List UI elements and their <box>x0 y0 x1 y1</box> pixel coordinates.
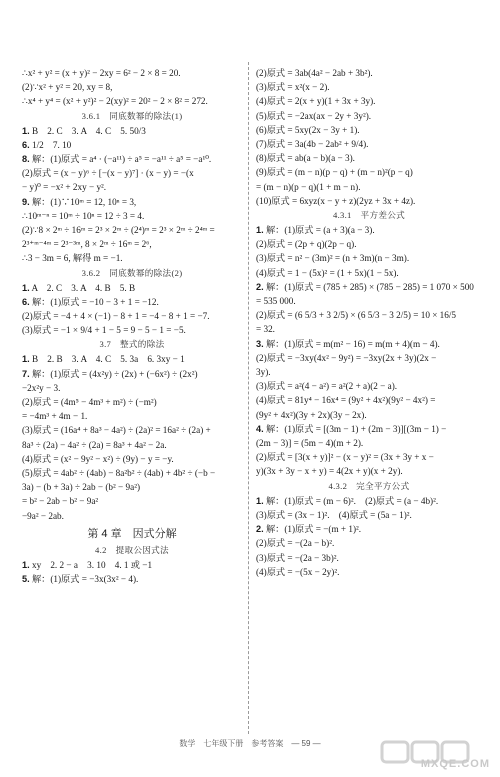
question-number: 2. <box>256 524 264 535</box>
answer-text: B 2. B 3. A 4. C 5. 3a 6. 3xy − 1 <box>31 354 185 365</box>
answer-line <box>256 223 482 237</box>
answer-line <box>256 237 482 251</box>
answer-text: (9y² + 4x²)(3y + 2x)(3y − 2x). <box>256 409 367 420</box>
answer-text: 3.7 整式的除法 <box>99 339 165 350</box>
answer-line <box>22 295 242 309</box>
watermark-text: MXQE.COM <box>420 758 490 770</box>
answer-text: (6)原式 = 5xy(2x − 3y + 1). <box>256 124 360 135</box>
answer-line <box>22 166 242 180</box>
answer-line <box>22 367 242 381</box>
answer-line <box>22 423 242 437</box>
answer-text: 2³⁺ᵐ⁻⁴ᵐ = 2³⁻³ᵐ, 8 × 2ᵐ ÷ 16ᵐ = 2⁶, <box>22 239 152 250</box>
answer-text: 4.2 提取公因式法 <box>95 544 169 555</box>
answer-text: B 2. C 3. A 4. C 5. 50/3 <box>31 125 146 136</box>
answer-text: (2)原式 = −(2a − b)². <box>256 538 335 549</box>
answer-text: 4.3.2 完全平方公式 <box>328 480 410 491</box>
question-number: 1. <box>22 354 30 365</box>
answer-text: 解：(1)原式 = −(m + 1)². <box>265 524 362 535</box>
answer-text: = (m − n)(p − q)(1 + m − n). <box>256 181 361 192</box>
section-heading <box>22 543 242 558</box>
answer-line <box>256 337 482 351</box>
answer-text: 3y). <box>256 367 271 378</box>
answer-text: ∴x⁴ + y⁴ = (x² + y²)² − 2(xy)² = 20² − 2 × 8² = 272. <box>22 96 208 107</box>
question-number: 4. <box>256 423 264 434</box>
answer-line <box>22 466 242 480</box>
answer-line <box>22 452 242 466</box>
answer-line <box>22 251 242 265</box>
answer-line <box>256 508 482 522</box>
answer-text: ∴10ᵐ⁻ⁿ = 10ᵐ ÷ 10ⁿ = 12 ÷ 3 = 4. <box>22 210 145 221</box>
answer-line <box>22 138 242 152</box>
answer-line <box>256 137 482 151</box>
answer-text: xy 2. 2 − a 3. 10 4. 1 或 −1 <box>31 559 153 570</box>
answer-line <box>256 322 482 336</box>
answer-text: 1/2 7. 10 <box>31 139 72 150</box>
answer-text: A 2. C 3. A 4. B 5. B <box>31 282 136 293</box>
answer-line <box>256 436 482 450</box>
answer-text: 3a) − (b + 3a) ÷ 2ab − (b² − 9a²) <box>22 482 141 493</box>
question-number: 1. <box>22 559 30 570</box>
answer-line <box>22 395 242 409</box>
answer-line <box>256 109 482 123</box>
section-heading <box>22 109 242 124</box>
answer-text: (3)原式 = a²(4 − a²) = a²(2 + a)(2 − a). <box>256 381 398 392</box>
answer-text: 解：(1)原式 = (m − 6)². (2)原式 = (a − 4b)². <box>265 495 439 506</box>
answer-line <box>256 393 482 407</box>
answer-line <box>22 480 242 494</box>
column-divider <box>248 62 249 734</box>
answer-text: (10)原式 = 6xyz(x − y + z)(2yz + 3x + 4z). <box>256 195 416 206</box>
answer-text: = 535 000. <box>256 296 296 307</box>
answer-text: 解：(1)原式 = (4x²y) ÷ (2x) + (−6x²) ÷ (2x²) <box>31 368 198 379</box>
answer-text: (2)原式 = −3xy(4x² − 9y²) = −3xy(2x + 3y)(2x − <box>256 352 437 363</box>
chapter-heading <box>22 526 242 543</box>
answer-column-right <box>256 66 482 579</box>
question-number: 1. <box>256 495 264 506</box>
answer-line <box>22 180 242 194</box>
answer-text: (4)原式 = −(5x − 2y)². <box>256 566 340 577</box>
answer-text: (2)∵x² + y² = 20, xy = 8, <box>22 82 113 93</box>
answer-line <box>22 124 242 138</box>
answer-line <box>256 80 482 94</box>
answer-text: (4)原式 = (x² − 9y² − x²) ÷ (9y) − y = −y. <box>22 453 174 464</box>
answer-line <box>256 180 482 194</box>
section-heading <box>256 208 482 223</box>
answer-line <box>256 450 482 464</box>
answer-text: 解：(1)原式 = −10 − 3 + 1 = −12. <box>31 296 159 307</box>
answer-line <box>256 379 482 393</box>
answer-text: 3.6.1 同底数幂的除法(1) <box>81 110 183 121</box>
answer-line <box>22 323 242 337</box>
answer-text: (4)原式 = 81y⁴ − 16x⁴ = (9y² + 4x²)(9y² − 4x²) = <box>256 395 436 406</box>
question-number: 2. <box>256 281 264 292</box>
answer-line <box>256 151 482 165</box>
answer-line <box>256 522 482 536</box>
answer-text: (2)原式 = (2p + q)(2p − q). <box>256 239 357 250</box>
answer-text: = 32. <box>256 324 275 335</box>
answer-line <box>256 66 482 80</box>
answer-text: 3.6.2 同底数幂的除法(2) <box>81 267 183 278</box>
answer-line <box>22 558 242 572</box>
answer-text: 解：(1)原式 = m(m² − 16) = m(m + 4)(m − 4). <box>265 338 440 349</box>
answer-text: (2)原式 = [3(x + y)]² − (x − y)² = (3x + 3y + x − <box>256 452 434 463</box>
answer-text: 解：(1)原式 = a⁴ · (−a¹¹) ÷ a⁵ = −a¹¹ ÷ a⁵ = −a¹⁰. <box>31 154 212 165</box>
answer-text: − y)⁰ = −x² + 2xy − y². <box>22 182 107 193</box>
answer-line <box>256 365 482 379</box>
answer-text: (2)原式 = (x − y)⁶ ÷ [−(x − y)⁷] · (x − y) = −(x <box>22 168 194 179</box>
answer-line <box>256 94 482 108</box>
answer-line <box>22 223 242 237</box>
answer-line <box>256 422 482 436</box>
answer-line <box>22 352 242 366</box>
answer-text: −9a² − 2ab. <box>22 510 64 521</box>
answer-text: (3)原式 = (16a⁴ + 8a³ − 4a²) ÷ (2a)² = 16a² ÷ (2a) + <box>22 425 211 436</box>
answer-line <box>256 194 482 208</box>
answer-text: 解：(1)原式 = [(3m − 1) + (2m − 3)][(3m − 1) − <box>265 423 447 434</box>
answer-text: (2m − 3)] = (5m − 4)(m + 2). <box>256 438 364 449</box>
question-number: 1. <box>256 225 264 236</box>
question-number: 6. <box>22 139 30 150</box>
answer-line <box>22 409 242 423</box>
answer-line <box>22 438 242 452</box>
answer-text: 解：(1)原式 = −3x(3x² − 4). <box>31 574 139 585</box>
answer-line <box>256 551 482 565</box>
answer-text: 解：(1)原式 = (a + 3)(a − 3). <box>265 225 375 236</box>
answer-line <box>256 280 482 294</box>
answer-line <box>256 165 482 179</box>
question-number: 9. <box>22 196 30 207</box>
answer-text: (2)原式 = (4m⁵ − 4m³ + m²) ÷ (−m²) <box>22 397 157 408</box>
answer-line <box>22 309 242 323</box>
answer-text: (3)原式 = n² − (3m)² = (n + 3m)(n − 3m). <box>256 253 410 264</box>
answer-text: y)(3x + 3y − x + y) = 4(2x + y)(x + 2y). <box>256 466 403 477</box>
question-number: 1. <box>22 282 30 293</box>
answer-text: 8a³ ÷ (2a) − 4a² ÷ (2a) = 8a³ + 4a² − 2a. <box>22 439 167 450</box>
question-number: 3. <box>256 338 264 349</box>
answer-line <box>22 572 242 586</box>
answer-line <box>256 266 482 280</box>
answer-line <box>22 94 242 108</box>
answer-text: = b² − 2ab − b² − 9a² <box>22 496 99 507</box>
answer-line <box>256 308 482 322</box>
watermark-logo <box>380 738 496 772</box>
answer-text: (5)原式 = −2ax(ax − 2y + 3y²). <box>256 110 372 121</box>
answer-line <box>22 237 242 251</box>
answer-text: 第 4 章 因式分解 <box>87 527 177 540</box>
answer-line <box>256 251 482 265</box>
answer-line <box>256 494 482 508</box>
answer-text: (3)原式 = −1 × 9/4 + 1 − 5 = 9 − 5 − 1 = −5. <box>22 325 186 336</box>
answer-text: ∴3 − 3m = 6, 解得 m = −1. <box>22 253 123 264</box>
answer-text: −2x²y − 3. <box>22 382 61 393</box>
answer-text: (5)原式 = 4ab² ÷ (4ab) − 8a²b² ÷ (4ab) + 4b² ÷ (−b − <box>22 468 216 479</box>
answer-text: (3)原式 = (3x − 1)². (4)原式 = (5a − 1)². <box>256 509 412 520</box>
answer-line <box>22 381 242 395</box>
answer-text: (2)原式 = −4 + 4 × (−1) − 8 + 1 = −4 − 8 + 1 = −7. <box>22 311 210 322</box>
answer-text: (9)原式 = (m − n)(p − q) + (m − n)²(p − q) <box>256 167 413 178</box>
answer-line <box>256 408 482 422</box>
answer-text: (3)原式 = −(2a − 3b)². <box>256 552 339 563</box>
answer-text: (2)原式 = (6 5/3 + 3 2/5) × (6 5/3 − 3 2/5) = 10 × 16/5 <box>256 310 457 321</box>
answer-text: (3)原式 = x²(x − 2). <box>256 82 330 93</box>
section-heading <box>256 479 482 494</box>
answer-text: = −4m³ + 4m − 1. <box>22 411 88 422</box>
answer-text: (4)原式 = 1 − (5x)² = (1 + 5x)(1 − 5x). <box>256 267 399 278</box>
answer-text: (2)∵8 × 2ᵐ ÷ 16ᵐ = 2³ × 2ᵐ ÷ (2⁴)ᵐ = 2³ × 2ᵐ ÷ 2⁴ᵐ = <box>22 225 215 236</box>
answer-line <box>22 494 242 508</box>
question-number: 6. <box>22 296 30 307</box>
question-number: 1. <box>22 125 30 136</box>
answer-text: (8)原式 = ab(a − b)(a − 3). <box>256 153 355 164</box>
answer-line <box>22 509 242 523</box>
answer-text: (7)原式 = 3a(4b − 2ab² + 9/4). <box>256 139 369 150</box>
answer-line <box>256 351 482 365</box>
answer-line <box>256 294 482 308</box>
answer-text: 解：(1)∵10ᵐ = 12, 10ⁿ = 3, <box>31 196 137 207</box>
question-number: 8. <box>22 154 30 165</box>
question-number: 7. <box>22 368 30 379</box>
answer-text: ∴x² + y² = (x + y)² − 2xy = 6² − 2 × 8 = 20. <box>22 68 181 78</box>
answer-line <box>256 536 482 550</box>
section-heading <box>22 266 242 281</box>
question-number: 5. <box>22 574 30 585</box>
answer-text: 4.3.1 平方差公式 <box>332 210 406 221</box>
answer-line <box>22 152 242 166</box>
answer-text: (2)原式 = 3ab(4a² − 2ab + 3b²). <box>256 68 373 78</box>
answer-line <box>256 565 482 579</box>
answer-line <box>22 66 242 80</box>
answer-column-left <box>22 66 242 586</box>
section-heading <box>22 337 242 352</box>
answer-line <box>22 80 242 94</box>
answer-line <box>22 195 242 209</box>
page-footer: 数学 七年级下册 参考答案 — 59 — <box>179 739 321 748</box>
answer-line <box>22 209 242 223</box>
answer-line <box>256 123 482 137</box>
answer-line <box>22 281 242 295</box>
answer-line <box>256 464 482 478</box>
answer-text: 解：(1)原式 = (785 + 285) × (785 − 285) = 1 070 × 500 <box>265 281 474 292</box>
answer-text: (4)原式 = 2(x + y)(1 + 3x + 3y). <box>256 96 376 107</box>
